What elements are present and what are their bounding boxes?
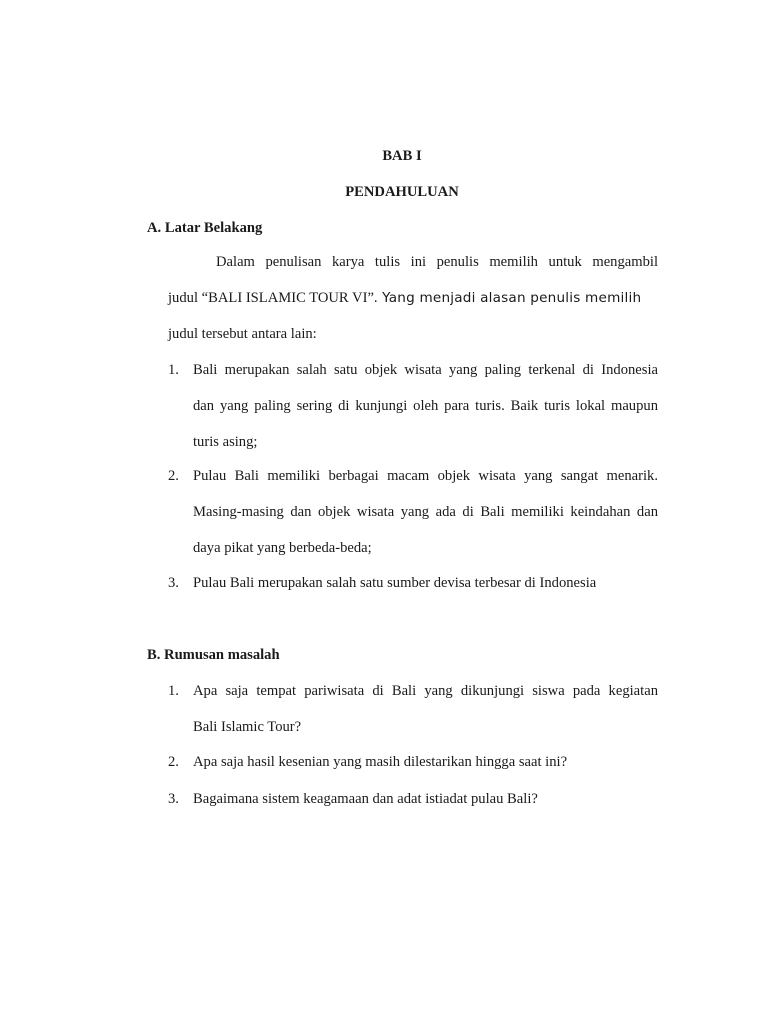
list-item-number: 1.: [168, 362, 179, 378]
list-item-line: Pulau Bali merupakan salah satu sumber devisa terbesar di Indonesia: [193, 575, 597, 591]
chapter-subtitle: PENDAHULUAN: [345, 184, 459, 200]
list-item-line: Apa saja tempat pariwisata di Bali yang dikunjungi siswa pada kegiatan: [193, 683, 658, 699]
paragraph-title-part: judul “BALI ISLAMIC TOUR VI”.: [168, 290, 378, 306]
list-item-line: Bali merupakan salah satu objek wisata yang paling terkenal di Indonesia: [193, 362, 658, 378]
list-item-line: daya pikat yang berbeda-beda;: [193, 540, 372, 556]
list-item-line: Masing-masing dan objek wisata yang ada di Bali memiliki keindahan dan: [193, 504, 658, 520]
section-a-heading: A. Latar Belakang: [147, 220, 263, 236]
list-item-line: Apa saja hasil kesenian yang masih dilestarikan hingga saat ini?: [193, 754, 568, 770]
list-item-line: Bagaimana sistem keagamaan dan adat istiadat pulau Bali?: [193, 791, 538, 807]
section-b-heading: B. Rumusan masalah: [147, 647, 280, 663]
list-item-line: dan yang paling sering di kunjungi oleh para turis. Baik turis lokal maupun: [193, 398, 658, 414]
list-item-line: turis asing;: [193, 434, 258, 450]
list-item-number: 1.: [168, 683, 179, 699]
list-item-line: Bali Islamic Tour?: [193, 719, 302, 735]
paragraph-line: Dalam penulisan karya tulis ini penulis memilih untuk mengambil: [216, 254, 658, 270]
list-item-number: 2.: [168, 754, 179, 770]
paragraph-sans-part: Yang menjadi alasan penulis memilih: [377, 290, 642, 306]
list-item-number: 3.: [168, 791, 179, 807]
chapter-title: BAB I: [382, 148, 422, 164]
paragraph-line: judul tersebut antara lain:: [168, 326, 317, 342]
list-item-line: Pulau Bali memiliki berbagai macam objek wisata yang sangat menarik.: [193, 468, 658, 484]
list-item-number: 3.: [168, 575, 179, 591]
list-item-number: 2.: [168, 468, 179, 484]
paragraph-line: [168, 289, 658, 307]
